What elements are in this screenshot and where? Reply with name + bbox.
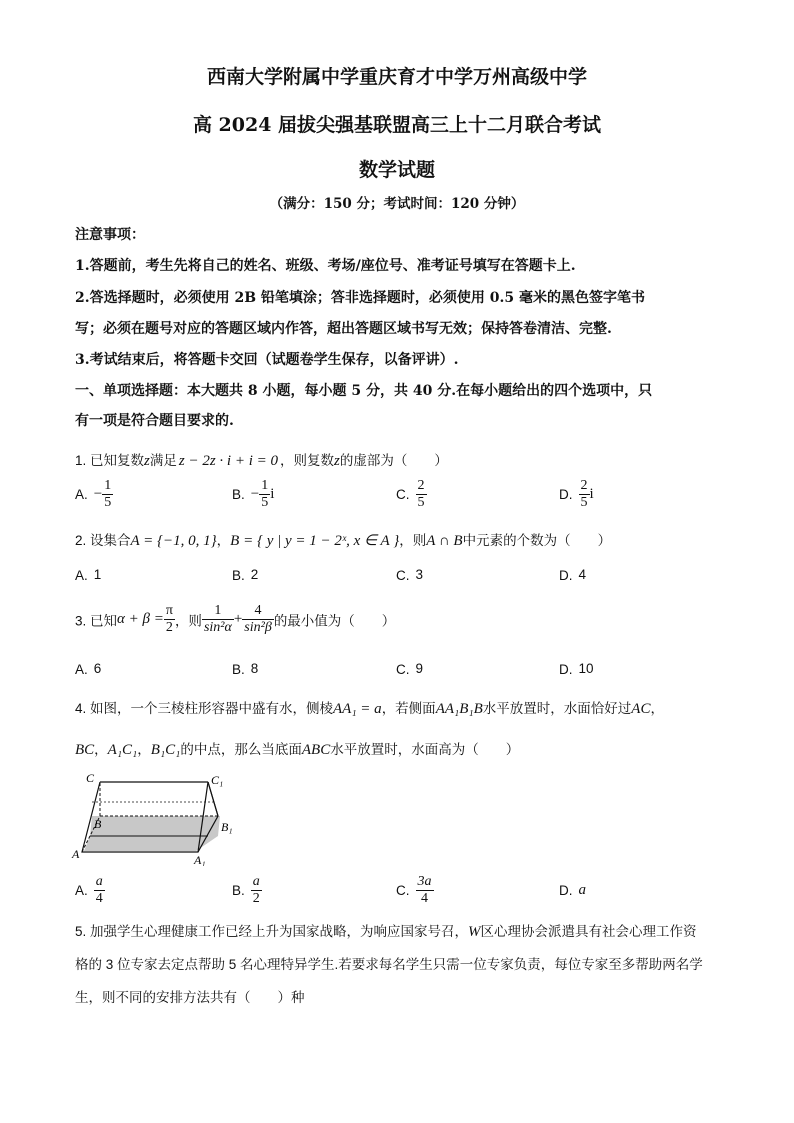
q1-option-b[interactable]: B. − $\frac{1}{5}$ i [232, 478, 275, 510]
q2-option-d[interactable]: D. 4 [559, 567, 587, 583]
water-region [84, 816, 220, 851]
q3-option-c[interactable]: C. 9 [396, 661, 424, 677]
notice-item-2-cont: 写；必须在题号对应的答题区域内作答，超出答题区域书写无效；保持答卷清洁、完整. [75, 321, 612, 337]
q1-option-c[interactable]: C. $\frac{2}{5}$ [396, 478, 425, 510]
q4-option-b[interactable]: B. $\frac{a}{2}$ [232, 874, 260, 906]
question-4: 4. 如图，一个三棱柱形容器中盛有水，侧棱AA₁ = a，若侧面AA₁B₁B水平放置时，水面恰好过AC， [75, 701, 664, 717]
question-4-cont: BC，A₁C₁，B₁C₁的中点，那么当底面ABC水平放置时，水面高为（ ） [75, 742, 520, 758]
q2-option-a[interactable]: A. 1 [75, 567, 102, 583]
q4-option-a[interactable]: A. $\frac{a}{4}$ [75, 874, 103, 906]
q2-intersection: A ∩ B [426, 533, 463, 549]
notice-item-3: 3.考试结束后，将答题卡交回（试题卷学生保存，以备评讲）. [75, 352, 459, 368]
q1-equation: z − 2z · i + i = 0 [178, 453, 278, 469]
q3-condition: α + β = [117, 611, 164, 627]
question-1 [75, 449, 448, 470]
subject-title: 数学试题 [358, 159, 435, 181]
section-heading: 一、单项选择题：本大题共 8 小题，每小题 5 分，共 40 分.在每小题给出的四个选项中，只 [75, 383, 653, 399]
edge-b1c1 [208, 782, 218, 816]
q3-term-2: $\frac{4}{\text{sin²β}}$ [244, 603, 272, 635]
notice-item-2: 2.答选择题时，必须使用 2B 铅笔填涂；答非选择题时，必须使用 0.5 毫米的黑色签字笔书 [75, 290, 646, 306]
q1-option-a[interactable]: A. − $\frac{1}{5}$ [75, 478, 112, 510]
q3-term-1: $\frac{1}{\text{sin²α}}$ [203, 603, 232, 635]
q1-prefix: 1. 已知复数 [75, 453, 145, 468]
q4-edge: AA₁ = a [333, 701, 382, 717]
question-5-line-3: 生，则不同的安排方法共有（ ）种 [75, 990, 305, 1005]
q1-mid2: ，则复数 [280, 453, 334, 468]
school-names: 西南大学附属中学重庆育才中学万州高级中学 [206, 66, 587, 88]
q1-suffix: 的虚部为（ ） [339, 453, 448, 468]
q3-option-b[interactable]: B. 8 [232, 661, 259, 677]
question-5-line-2: 格的 3 位专家去定点帮助 5 名心理特异学生.若要求每名学生只需一位专家负责，每位专家至多帮助两名学 [75, 957, 703, 972]
q4-option-d[interactable]: D. a [559, 882, 586, 898]
q3-option-a[interactable]: A. 6 [75, 661, 102, 677]
label-c1: C₁ [211, 773, 224, 787]
q2-prefix: 2. 设集合 [75, 533, 131, 548]
section-heading-cont: 有一项是符合题目要求的. [75, 413, 234, 429]
notice-title: 注意事项： [75, 227, 145, 243]
q3-pi-over-2: $\frac{\pi}{2}$ [165, 603, 173, 635]
q1-mid: 满足 [149, 453, 177, 468]
q1-option-d[interactable]: D. $\frac{2}{5}$ i [559, 478, 594, 510]
question-5: 5. 加强学生心理健康工作已经上升为国家战略，为响应国家号召，W区心理协会派遣具有社会心理工作资 [75, 924, 697, 940]
q4-option-c[interactable]: C. $\frac{3a}{4}$ [396, 874, 432, 906]
prism-figure [70, 770, 240, 866]
notice-item-1: 1.答题前，考生先将自己的姓名、班级、考场/座位号、准考证号填写在答题卡上. [75, 258, 576, 274]
q2-option-c[interactable]: C. 3 [396, 567, 424, 583]
q2-set-b: B = { y | y = 1 − 2ˣ, x ∈ A } [230, 533, 400, 549]
question-3: 3. 已知α + β = $\frac{\pi}{2}$ ，则 $\frac{1}{\text{sin²α}}$ + $\frac{4}{\text{sin²β}}$ 的最小值为（ ） [75, 603, 396, 635]
label-a1: A₁ [194, 853, 206, 866]
exam-meta: （满分：150 分；考试时间：120 分钟） [269, 196, 525, 212]
q2-option-b[interactable]: B. 2 [232, 567, 259, 583]
q2-set-a: A = {−1, 0, 1} [130, 533, 217, 549]
label-b: B [94, 817, 102, 831]
label-a: A [72, 847, 80, 861]
q4-face: AA₁B₁B [435, 701, 483, 717]
question-2: 2. 设集合A = {−1, 0, 1}，B = { y | y = 1 − 2ˣ, x ∈ A }，则A ∩ B中元素的个数为（ ） [75, 533, 612, 549]
label-c: C [86, 771, 95, 785]
exam-title: 高 2024 届拔尖强基联盟高三上十二月联合考试 [192, 114, 602, 136]
label-b1: B₁ [221, 820, 233, 834]
q1-var-2: z [334, 453, 340, 469]
q1-var: z [144, 453, 150, 469]
q3-option-d[interactable]: D. 10 [559, 661, 594, 677]
